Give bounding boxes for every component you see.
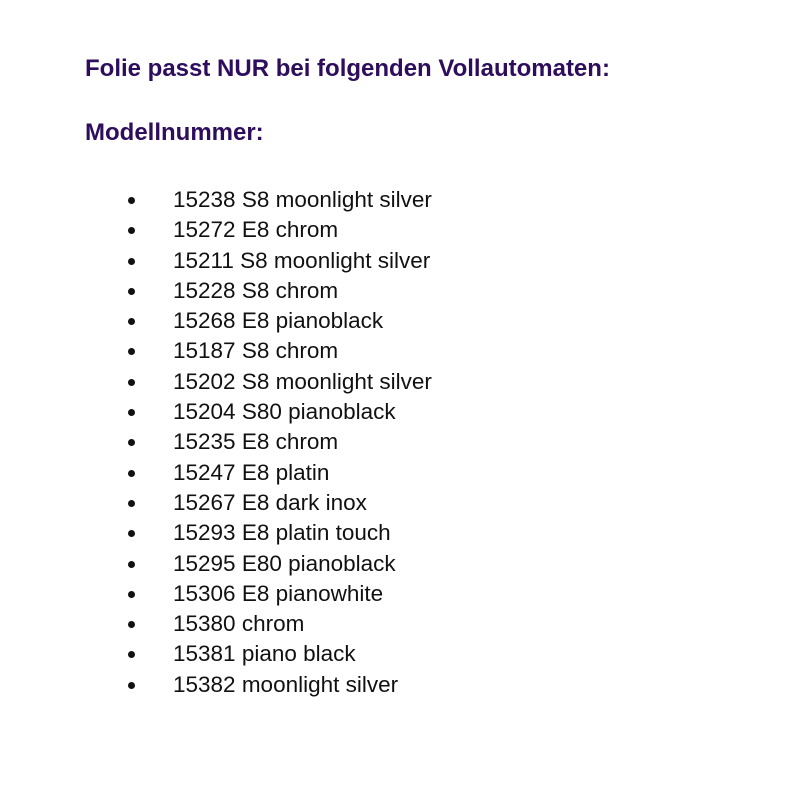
- model-text: 15272 E8 chrom: [173, 217, 339, 243]
- model-text: 15295 E80 pianoblack: [173, 550, 396, 576]
- bullet-icon: [128, 288, 135, 295]
- bullet-icon: [128, 500, 135, 507]
- bullet-icon: [128, 591, 135, 598]
- model-text: 15238 S8 moonlight silver: [173, 187, 432, 212]
- bullet-icon: [128, 530, 135, 537]
- bullet-icon: [128, 318, 135, 325]
- model-text: 15268 E8 pianoblack: [173, 308, 384, 334]
- model-text: 15247 E8 platin: [173, 459, 330, 485]
- model-text: 15267 E8 dark inox: [173, 489, 367, 515]
- model-number-heading: Modellnummer:: [85, 119, 264, 146]
- model-text: 15381 piano black: [173, 641, 356, 667]
- model-text: 15228 S8 chrom: [173, 277, 339, 303]
- bullet-icon: [128, 682, 135, 689]
- bullet-icon: [128, 439, 135, 446]
- bullet-icon: [128, 379, 135, 386]
- model-text: 15382 moonlight silver: [173, 671, 399, 697]
- bullet-icon: [128, 470, 135, 477]
- bullet-icon: [128, 227, 135, 234]
- model-text: 15380 chrom: [173, 611, 305, 637]
- model-text: 15293 E8 platin touch: [173, 520, 391, 546]
- bullet-icon: [128, 651, 135, 658]
- model-text: 15306 E8 pianowhite: [173, 580, 384, 606]
- bullet-icon: [128, 258, 135, 265]
- model-text: 15235 E8 chrom: [173, 429, 339, 455]
- model-text: 15204 S80 pianoblack: [173, 399, 396, 425]
- bullet-icon: [128, 409, 135, 416]
- bullet-icon: [128, 561, 135, 568]
- page-title: Folie passt NUR bei folgenden Vollautomaten:: [85, 55, 610, 82]
- bullet-icon: [128, 621, 135, 628]
- model-text: 15202 S8 moonlight silver: [173, 368, 432, 394]
- bullet-icon: [128, 197, 135, 204]
- model-text: 15187 S8 chrom: [173, 338, 339, 364]
- model-text: 15211 S8 moonlight silver: [173, 247, 431, 273]
- bullet-icon: [128, 348, 135, 355]
